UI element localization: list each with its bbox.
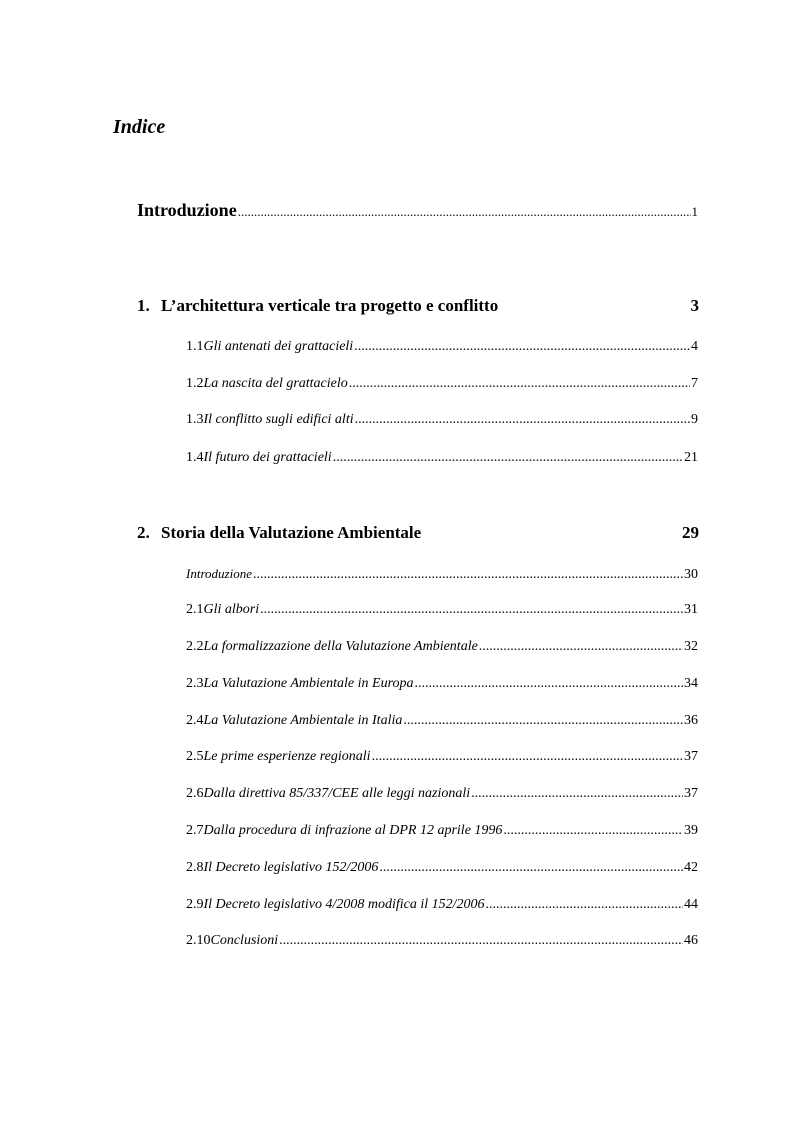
toc-entry-2-8[interactable]	[186, 860, 698, 880]
entry-number: 2.10	[186, 933, 211, 948]
dot-leader	[260, 602, 683, 618]
toc-chapter-1[interactable]	[137, 296, 699, 320]
toc-entry-2-2[interactable]	[186, 639, 698, 659]
entry-title: Il conflitto sugli edifici alti	[203, 412, 354, 427]
entry-page: 31	[684, 602, 698, 617]
dot-leader	[279, 933, 683, 949]
chapter-title: Storia della Valutazione Ambientale	[161, 523, 422, 542]
entry-page: 44	[684, 897, 698, 912]
entry-number: 2.3	[186, 676, 204, 691]
entry-page: 4	[691, 339, 698, 354]
toc-entry-2-10[interactable]	[186, 933, 698, 953]
entry-title: Il Decreto legislativo 4/2008 modifica il 152/2006	[203, 897, 485, 912]
dot-leader	[349, 376, 690, 392]
entry-title: Gli albori	[203, 602, 260, 617]
dot-leader	[479, 639, 683, 655]
toc-entry-2-1[interactable]	[186, 602, 698, 622]
entry-title: La formalizzazione della Valutazione Ambientale	[203, 639, 478, 654]
dot-leader	[372, 749, 683, 765]
toc-entry-page: 1	[691, 204, 698, 219]
entry-number: 2.8	[186, 860, 204, 875]
chapter-page: 3	[690, 296, 699, 315]
toc-entry-2-6[interactable]	[186, 786, 698, 806]
entry-title: Gli antenati dei grattacieli	[203, 339, 354, 354]
entry-title: Il futuro dei grattacieli	[203, 450, 332, 465]
toc-entry-1-3[interactable]	[186, 412, 698, 432]
chapter-number: 2.	[137, 523, 150, 542]
entry-page: 42	[684, 860, 698, 875]
toc-entry-2-3[interactable]	[186, 676, 698, 696]
toc-entry-2-9[interactable]	[186, 897, 698, 917]
entry-title: La Valutazione Ambientale in Italia	[203, 713, 403, 728]
entry-title: Il Decreto legislativo 152/2006	[203, 860, 379, 875]
entry-page: 37	[684, 786, 698, 801]
entry-page: 7	[691, 376, 698, 391]
entry-title: La nascita del grattacielo	[203, 376, 348, 391]
dot-leader	[333, 450, 683, 466]
toc-entry-2-intro[interactable]	[186, 566, 698, 586]
entry-page: 39	[684, 823, 698, 838]
entry-page: 21	[684, 450, 698, 465]
entry-page: 46	[684, 933, 698, 948]
entry-number: 1.2	[186, 376, 204, 391]
entry-page: 32	[684, 639, 698, 654]
dot-leader	[486, 897, 684, 913]
dot-leader	[355, 412, 690, 428]
entry-page: 37	[684, 749, 698, 764]
dot-leader	[253, 567, 683, 583]
entry-title: Introduzione	[186, 566, 252, 581]
entry-number: 2.9	[186, 897, 204, 912]
dot-leader	[403, 713, 683, 729]
toc-entry-2-4[interactable]	[186, 713, 698, 733]
toc-entry-title: Introduzione	[137, 200, 237, 220]
chapter-number: 1.	[137, 296, 150, 315]
dot-leader	[354, 339, 690, 355]
entry-title: Conclusioni	[210, 933, 279, 948]
entry-number: 1.4	[186, 450, 204, 465]
chapter-title: L’architettura verticale tra progetto e conflitto	[161, 296, 499, 315]
entry-title: Dalla direttiva 85/337/CEE alle leggi nazionali	[203, 786, 471, 801]
entry-page: 9	[691, 412, 698, 427]
entry-number: 2.1	[186, 602, 204, 617]
toc-entry-introduzione[interactable]	[137, 200, 698, 224]
toc-entry-2-7[interactable]	[186, 823, 698, 843]
entry-number: 2.6	[186, 786, 204, 801]
dot-leader	[379, 860, 683, 876]
entry-number: 2.4	[186, 713, 204, 728]
toc-entry-1-4[interactable]	[186, 450, 698, 470]
entry-page: 30	[684, 567, 698, 582]
entry-title: Dalla procedura di infrazione al DPR 12 aprile 1996	[203, 823, 503, 838]
entry-title: La Valutazione Ambientale in Europa	[203, 676, 414, 691]
entry-title: Le prime esperienze regionali	[203, 749, 371, 764]
entry-number: 1.3	[186, 412, 204, 427]
entry-number: 2.2	[186, 639, 204, 654]
dot-leader	[238, 204, 691, 220]
toc-chapter-2[interactable]	[137, 523, 699, 547]
chapter-page: 29	[682, 523, 699, 542]
entry-number: 2.7	[186, 823, 204, 838]
dot-leader	[471, 786, 683, 802]
toc-entry-2-5[interactable]	[186, 749, 698, 769]
entry-number: 2.5	[186, 749, 204, 764]
entry-page: 34	[684, 676, 698, 691]
dot-leader	[503, 823, 683, 839]
entry-page: 36	[684, 713, 698, 728]
toc-entry-1-1[interactable]	[186, 339, 698, 359]
dot-leader	[415, 676, 684, 692]
page-title: Indice	[113, 116, 166, 138]
toc-entry-1-2[interactable]	[186, 376, 698, 396]
entry-number: 1.1	[186, 339, 204, 354]
